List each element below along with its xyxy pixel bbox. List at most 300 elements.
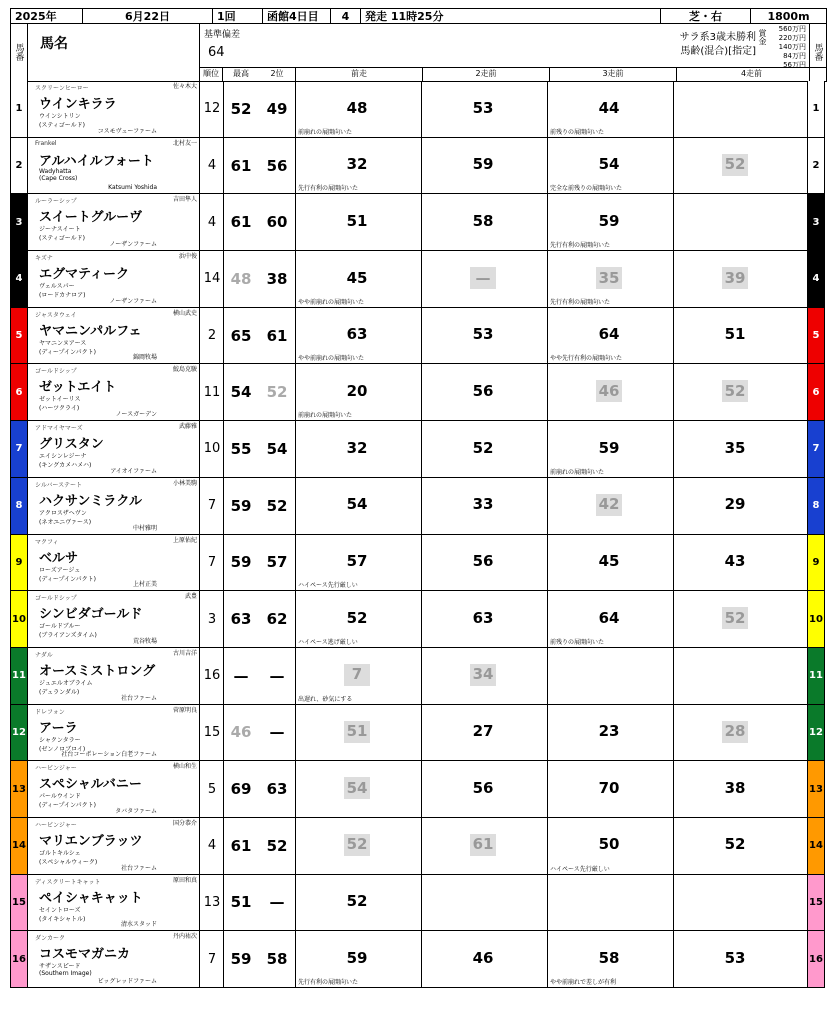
- horse-info: [29, 138, 200, 194]
- dam-name: ゴールドブルー: [39, 623, 81, 631]
- best-score: 59: [230, 553, 252, 572]
- umaban-right: 8: [807, 478, 824, 534]
- table-row: [10, 875, 825, 932]
- past-race-2: [421, 818, 547, 874]
- past-score-3: 44: [598, 98, 620, 117]
- umaban-right: 3: [807, 194, 824, 250]
- best-score: —: [233, 666, 249, 685]
- rank: 3: [201, 591, 224, 647]
- umaban-right: 2: [807, 138, 824, 194]
- past-score-1: 7: [344, 664, 370, 686]
- umaban-right: 14: [807, 818, 824, 874]
- rank: 10: [201, 421, 224, 477]
- best-score: 65: [230, 326, 252, 345]
- dam-name: ゼットイーリス: [39, 396, 81, 404]
- past-race-3: [547, 194, 673, 250]
- dam: [39, 394, 80, 412]
- dam-name: ウインシトリン: [39, 113, 81, 120]
- prize-5: 56万円: [783, 61, 806, 69]
- past-score-4: 39: [722, 267, 748, 289]
- damsire: (Cape Cross): [39, 174, 78, 182]
- table-row: [10, 931, 825, 988]
- past-score-2: 53: [472, 325, 494, 344]
- past-score-4: 52: [722, 607, 748, 629]
- bamei-label: 馬名: [40, 36, 68, 52]
- breeder: 荒谷牧場: [132, 637, 157, 645]
- dam: [39, 621, 97, 639]
- damsire: (Southern Image): [39, 970, 92, 978]
- past-score-2: 34: [470, 664, 496, 686]
- past-score-4: 52: [722, 154, 748, 176]
- breeder: アイオイファーム: [110, 467, 157, 475]
- second-score: 52: [266, 496, 288, 515]
- sire: ドレフォン: [35, 708, 65, 716]
- horse-info: [29, 535, 200, 591]
- second-score: 57: [266, 553, 288, 572]
- second-score: —: [269, 893, 285, 912]
- table-row: [10, 81, 825, 138]
- best-score: 51: [230, 893, 252, 912]
- umaban-left: 5: [11, 308, 28, 364]
- table-row: [10, 535, 825, 592]
- past-note-3: 先行有利の展開向いた: [550, 242, 611, 250]
- past-race-3: [547, 478, 673, 534]
- best-score: 59: [230, 496, 252, 515]
- past-score-1: 59: [346, 948, 368, 967]
- past-race-2: [421, 931, 547, 987]
- past-score-4: 52: [724, 835, 746, 854]
- dam: [39, 338, 96, 356]
- horse-name[interactable]: スペシャルバニー: [39, 777, 142, 793]
- breeder: ノーザンファーム: [109, 297, 157, 305]
- past-race-4: [673, 81, 808, 137]
- second-score: 56: [266, 156, 288, 175]
- damsire: (ディープインパクト): [39, 348, 96, 356]
- horse-info: [29, 194, 200, 250]
- kai: 1回: [213, 9, 263, 23]
- horse-name[interactable]: アーラ: [39, 720, 78, 736]
- past-race-4: [673, 875, 808, 931]
- past-score-3: 35: [596, 267, 622, 289]
- sire: Frankel: [35, 139, 57, 147]
- table-row: [10, 818, 825, 875]
- past-score-1: 57: [346, 552, 368, 570]
- horse-info: [29, 931, 200, 987]
- sire: ゴールドシップ: [35, 368, 77, 376]
- past-score-2: —: [470, 267, 496, 289]
- past-race-4: [673, 705, 808, 761]
- rank: 11: [201, 364, 224, 420]
- dam-name: シャクンタラー: [39, 736, 81, 744]
- rank: 13: [201, 875, 224, 931]
- past-note-1: 出遅れ、砂気にする: [298, 695, 353, 703]
- past-score-2: 58: [472, 211, 494, 230]
- damsire: (タイキシャトル): [39, 915, 86, 923]
- second-score: 49: [266, 99, 288, 118]
- past-score-1: 54: [346, 495, 368, 514]
- dam: [39, 111, 85, 129]
- past-race-1: [295, 761, 421, 817]
- sire: ハービンジャー: [35, 821, 77, 829]
- umaban-right: 13: [807, 761, 824, 817]
- past-score-1: 51: [344, 721, 370, 743]
- sire: ゴールドシップ: [35, 595, 77, 603]
- umaban-right: 7: [807, 421, 824, 477]
- sire: ダンカーク: [35, 935, 66, 943]
- second-score: 62: [266, 610, 288, 629]
- jockey: 菅原明良: [172, 706, 197, 714]
- rank: 15: [201, 705, 224, 761]
- breeder: 上村正美: [132, 581, 157, 589]
- rank: 4: [201, 194, 224, 250]
- past-race-3: [547, 705, 673, 761]
- jockey: 吉田隼人: [172, 196, 197, 204]
- breeder: ビッグレッドファーム: [97, 978, 157, 985]
- prev3-label: 3走前: [549, 68, 676, 82]
- rank: 7: [201, 931, 224, 987]
- past-score-4: 35: [724, 438, 746, 457]
- past-race-2: [421, 875, 547, 931]
- past-note-1: 先行有利の展開向いた: [298, 185, 359, 193]
- past-note-1: 前崩れの展開向いた: [298, 412, 353, 420]
- jockey: 北村友一: [172, 139, 197, 147]
- past-score-3: 50: [598, 835, 620, 854]
- past-score-2: [470, 891, 496, 913]
- past-score-1: 32: [346, 438, 368, 457]
- horse-name[interactable]: ペイシャキャット: [39, 890, 143, 906]
- past-race-3: [547, 591, 673, 647]
- post-time: 発走 11時25分: [361, 9, 661, 23]
- horse-name[interactable]: アルハイルフォート: [39, 153, 154, 169]
- second-score: 63: [266, 780, 288, 799]
- breeder: タバタファーム: [115, 807, 157, 815]
- past-score-4: 51: [724, 325, 746, 344]
- dam-name: ジュエルオブライム: [39, 679, 93, 687]
- damsire: (スペシャルウィーク): [39, 858, 98, 866]
- prize-2: 220万円: [778, 34, 806, 42]
- past-race-4: [673, 308, 808, 364]
- damsire: (ゼンノロブロイ): [39, 745, 86, 753]
- past-score-2: 27: [472, 722, 494, 741]
- past-race-2: [421, 251, 547, 307]
- prize-4: 84万円: [783, 52, 806, 60]
- best-score: 59: [230, 950, 252, 969]
- dam-name: アクロスザヘヴン: [39, 509, 87, 517]
- umaban-right: 11: [807, 648, 824, 704]
- jockey: 横山和生: [172, 763, 197, 771]
- past-score-2: 52: [472, 438, 494, 457]
- prize-list: [779, 25, 806, 70]
- past-note-3: 前残りの展開向いた: [550, 638, 605, 646]
- dam: [39, 905, 85, 923]
- best-score: 61: [230, 156, 252, 175]
- second-score: 38: [266, 269, 288, 288]
- race-number: 4: [331, 9, 361, 23]
- past-race-3: [547, 648, 673, 704]
- dam-name: Wadyhatta: [39, 167, 72, 175]
- past-race-3: [547, 138, 673, 194]
- past-score-3: 54: [598, 155, 620, 174]
- past-race-3: [547, 308, 673, 364]
- sire: ハービンジャー: [35, 765, 77, 773]
- past-race-2: [421, 761, 547, 817]
- past-note-1: ハイペース先行厳しい: [298, 582, 358, 590]
- past-race-4: [673, 535, 808, 591]
- kijun-value: 64: [208, 45, 225, 60]
- umaban-left: 10: [11, 591, 28, 647]
- jockey: 丹内祐次: [172, 933, 197, 941]
- horse-name[interactable]: スイートグルーヴ: [39, 210, 143, 226]
- horse-info: [29, 478, 200, 534]
- dam: [39, 224, 85, 242]
- umaban-right: 4: [807, 251, 824, 307]
- dam: [39, 508, 91, 526]
- past-race-4: [673, 818, 808, 874]
- past-race-2: [421, 591, 547, 647]
- sire: ディスクリートキャット: [35, 878, 101, 886]
- best-score: 63: [230, 610, 252, 629]
- horse-name[interactable]: ヤマニンパルフェ: [39, 323, 142, 339]
- past-score-3: 64: [598, 608, 620, 627]
- damsire: (スティゴールド): [39, 122, 85, 129]
- race-header: [10, 8, 827, 24]
- past-score-4: [722, 891, 748, 913]
- past-race-1: [295, 364, 421, 420]
- past-race-1: [295, 818, 421, 874]
- dam: [39, 565, 96, 583]
- prize-1: 560万円: [778, 25, 806, 33]
- jockey: 横山武史: [172, 309, 197, 317]
- rank: 14: [201, 251, 224, 307]
- dam: [39, 451, 91, 469]
- umaban-right: 5: [807, 308, 824, 364]
- best-score: 69: [230, 780, 252, 799]
- table-row: [10, 478, 825, 535]
- past-score-1: 51: [346, 211, 368, 230]
- jockey: 武藤雅: [178, 423, 197, 431]
- second-score: 58: [266, 950, 288, 969]
- past-race-4: [673, 478, 808, 534]
- past-score-4: 43: [724, 552, 746, 570]
- table-row: [10, 251, 825, 308]
- past-note-1: ハイペース逃げ厳しい: [298, 638, 358, 646]
- jockey: 古川吉洋: [172, 649, 197, 657]
- past-note-1: やや前崩れの展開向いた: [298, 355, 365, 363]
- horse-name[interactable]: ハクサンミラクル: [39, 493, 142, 509]
- umaban-right: 10: [807, 591, 824, 647]
- jockey: 原田和真: [172, 876, 197, 884]
- past-score-3: 58: [598, 948, 620, 967]
- breeder: コスモヴューファーム: [97, 127, 157, 135]
- sire: マクフィ: [35, 538, 59, 546]
- past-score-2: 46: [472, 948, 494, 967]
- damsire: (ディープインパクト): [39, 802, 96, 810]
- dam-name: エイシンレジーナ: [39, 453, 87, 461]
- umaban-label: 馬番: [13, 43, 24, 61]
- past-score-4: [722, 210, 748, 232]
- umaban-right: 1: [807, 81, 824, 137]
- past-race-3: [547, 931, 673, 987]
- kijun-label: 基準偏差: [204, 30, 241, 40]
- past-score-4: 38: [724, 778, 746, 797]
- prev4-label: 4走前: [676, 68, 826, 82]
- horse-info: [29, 875, 200, 931]
- horse-name[interactable]: グリスタン: [39, 437, 104, 453]
- damsire: (キングカメハメハ): [39, 462, 92, 470]
- past-race-2: [421, 648, 547, 704]
- past-score-1: 63: [346, 325, 368, 344]
- damsire: (ブライアンズタイム): [39, 632, 97, 640]
- umaban-left: 16: [11, 931, 28, 987]
- prize-3: 140万円: [778, 43, 806, 51]
- past-score-1: 20: [346, 381, 368, 400]
- rank: 4: [201, 138, 224, 194]
- past-score-1: 45: [346, 268, 368, 287]
- horse-info: [29, 648, 200, 704]
- past-race-2: [421, 478, 547, 534]
- horse-name[interactable]: ゼットエイト: [39, 380, 117, 396]
- past-race-2: [421, 308, 547, 364]
- past-score-4: 52: [722, 380, 748, 402]
- past-race-1: [295, 421, 421, 477]
- rank: 7: [201, 535, 224, 591]
- past-race-1: [295, 194, 421, 250]
- past-race-3: [547, 761, 673, 817]
- past-score-3: 46: [596, 380, 622, 402]
- umaban-right: 15: [807, 875, 824, 931]
- dam: [39, 168, 77, 182]
- surface: 芝・右: [661, 9, 751, 23]
- past-score-3: 45: [598, 552, 620, 570]
- past-race-2: [421, 138, 547, 194]
- dam-name: ジーナスイート: [39, 226, 81, 234]
- horse-name[interactable]: シンビダゴールド: [39, 607, 143, 623]
- sub-header: [200, 67, 826, 82]
- best-score: 55: [230, 439, 252, 458]
- rank-label: 順位: [200, 68, 223, 82]
- past-race-4: [673, 591, 808, 647]
- past-race-1: [295, 535, 421, 591]
- horse-name[interactable]: ベルサ: [39, 550, 79, 566]
- horse-info: [29, 308, 200, 364]
- past-score-4: [722, 664, 748, 686]
- past-race-1: [295, 648, 421, 704]
- umaban-left: 15: [11, 875, 28, 931]
- best-score: 54: [230, 383, 252, 402]
- prize-label: 賞金: [758, 29, 767, 45]
- breeder: 社台ファーム: [121, 694, 157, 702]
- past-score-2: 61: [470, 834, 496, 856]
- past-score-1: 32: [346, 155, 368, 174]
- dam: [39, 961, 92, 977]
- past-race-3: [547, 875, 673, 931]
- umaban-right: 12: [807, 705, 824, 761]
- past-note-3: ハイペース先行厳しい: [550, 865, 610, 873]
- umaban-label-right: 馬番: [812, 43, 823, 61]
- past-note-3: やや前崩れで差しが有利: [550, 979, 617, 986]
- best-score: 48: [230, 269, 252, 288]
- past-score-4: [722, 97, 748, 119]
- horse-name[interactable]: エグマティーク: [39, 267, 129, 283]
- past-race-4: [673, 421, 808, 477]
- best-score: 61: [230, 836, 252, 855]
- rank: 4: [201, 818, 224, 874]
- umaban-left: 7: [11, 421, 28, 477]
- dam-name: ローズアージュ: [39, 566, 81, 574]
- sire: アドマイヤマーズ: [35, 425, 83, 433]
- dam-name: サザンスピード: [39, 963, 81, 971]
- horse-info: [29, 818, 200, 874]
- horse-name[interactable]: ウインキララ: [39, 97, 117, 112]
- damsire: (デュランダル): [39, 688, 80, 696]
- table-row: [10, 364, 825, 421]
- past-race-2: [421, 705, 547, 761]
- past-race-1: [295, 138, 421, 194]
- past-note-1: 前崩れの展開向いた: [298, 128, 353, 136]
- table-row: [10, 308, 825, 365]
- past-note-3: 前崩れの展開向いた: [550, 468, 605, 476]
- dam-name: ヤマニンヌアース: [39, 339, 87, 347]
- prev-label: 前走: [295, 68, 422, 82]
- past-note-3: やや先行有利の展開向いた: [550, 355, 623, 363]
- past-race-4: [673, 194, 808, 250]
- past-score-1: 52: [344, 834, 370, 856]
- past-race-4: [673, 251, 808, 307]
- best-score: 61: [230, 213, 252, 232]
- horse-name[interactable]: マリエンブラッツ: [39, 833, 143, 849]
- umaban-left: 14: [11, 818, 28, 874]
- past-race-2: [421, 421, 547, 477]
- past-score-2: 56: [472, 778, 494, 797]
- jockey: 鮫島克駿: [172, 366, 197, 374]
- past-race-1: [295, 591, 421, 647]
- table-row: [10, 194, 825, 251]
- jockey: 国分恭介: [172, 819, 197, 827]
- past-score-4: 53: [724, 948, 746, 967]
- sire: シルバーステート: [35, 481, 83, 489]
- past-score-1: 52: [346, 892, 368, 911]
- past-race-4: [673, 648, 808, 704]
- umaban-left: 13: [11, 761, 28, 817]
- horse-info: [29, 81, 200, 137]
- dam: [39, 678, 93, 696]
- table-row: [10, 761, 825, 818]
- umaban-left: 6: [11, 364, 28, 420]
- rank: 12: [201, 81, 224, 137]
- dam: [39, 791, 96, 809]
- horse-name[interactable]: オースミストロング: [39, 663, 156, 679]
- race-cond-1: サラ系3歳未勝利: [679, 32, 756, 43]
- umaban-left: 12: [11, 705, 28, 761]
- second-label: 2位: [270, 69, 284, 78]
- dam-name: セイントローズ: [39, 906, 81, 914]
- table-row: [10, 138, 825, 195]
- past-note-3: 先行有利の展開向いた: [550, 298, 611, 306]
- rank: 7: [201, 478, 224, 534]
- umaban-left: 8: [11, 478, 28, 534]
- past-race-4: [673, 138, 808, 194]
- jockey: 小林美駒: [172, 479, 197, 487]
- dam-name: パールウインド: [39, 793, 81, 801]
- dam-name: ヴェルスパー: [39, 283, 75, 291]
- horse-name[interactable]: コスモマガニカ: [39, 947, 131, 963]
- past-race-4: [673, 364, 808, 420]
- past-score-3: 42: [596, 494, 622, 516]
- race-cond-2: 馬齢(混合)[指定]: [680, 46, 756, 57]
- past-score-2: 63: [472, 608, 494, 627]
- past-race-1: [295, 705, 421, 761]
- jockey: 武豊: [184, 593, 197, 601]
